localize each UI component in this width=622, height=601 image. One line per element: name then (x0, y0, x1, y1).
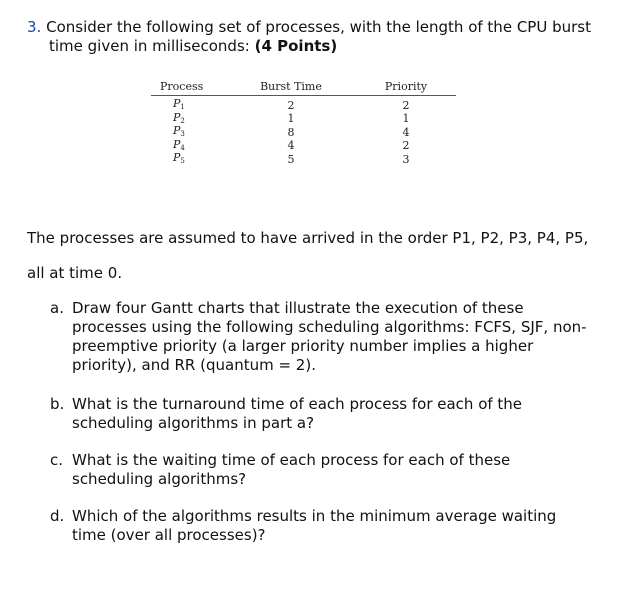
table-row (151, 126, 456, 140)
sub-question-letter: b. (50, 395, 65, 413)
arrival-order-text: The processes are assumed to have arrived in the order P1, P2, P3, P4, P5, (27, 229, 589, 247)
sub-question-letter: a. (50, 299, 64, 317)
sub-question-c (50, 451, 590, 489)
question-heading (27, 18, 597, 56)
priority-cell: 2 (402, 139, 410, 152)
sub-question-text: Which of the algorithms results in the minimum average waiting time (over all processes)? (72, 507, 557, 544)
table-row (151, 113, 456, 127)
process-name: $P_5$ (173, 151, 185, 165)
priority-cell: 3 (402, 152, 410, 166)
burst-time-cell: 4 (287, 139, 295, 152)
sub-question-d (50, 507, 590, 545)
header-burst-time: Burst Time (226, 80, 356, 96)
question-points: (4 Points) (254, 37, 338, 55)
question-text (27, 18, 597, 56)
priority-cell: 2 (402, 98, 410, 112)
burst-time-cell: 8 (287, 125, 295, 139)
sub-question-a (50, 299, 590, 375)
sub-question-letter: c. (50, 451, 64, 469)
question-body: Consider the following set of processes, with the length of the CPU burst time given in milliseconds: (46, 18, 591, 55)
sub-question-b (50, 395, 590, 433)
question-number: 3. (27, 18, 42, 36)
table-row (151, 153, 456, 167)
sub-question-text: What is the turnaround time of each process for each of the scheduling algorithms in part a? (72, 395, 523, 432)
sub-question-text: Draw four Gantt charts that illustrate the execution of these processes using the following scheduling algorithms: FCFS, SJF, non-preemptive priority (a larger priority number implies a higher priority), and RR (quantum = 2). (72, 299, 587, 374)
process-table (151, 80, 456, 167)
sub-question-text: What is the waiting time of each process for each of these scheduling algorithms? (72, 451, 511, 488)
priority-cell: 4 (402, 125, 410, 139)
burst-time-cell: 2 (287, 98, 295, 112)
sub-question-letter: d. (50, 507, 65, 525)
process-name: $P_2$ (173, 110, 185, 125)
table-row (151, 140, 456, 154)
table-row (151, 96, 456, 113)
burst-time-cell: 1 (287, 112, 295, 125)
header-priority: Priority (356, 80, 456, 96)
priority-cell: 1 (402, 112, 410, 125)
process-name: $P_1$ (173, 97, 185, 111)
header-process: Process (151, 80, 226, 96)
burst-time-cell: 5 (287, 152, 295, 166)
table-header-row (151, 80, 456, 96)
process-name: $P_3$ (173, 124, 185, 138)
process-name: $P_4$ (173, 137, 185, 152)
arrival-time-text: all at time 0. (27, 264, 123, 282)
